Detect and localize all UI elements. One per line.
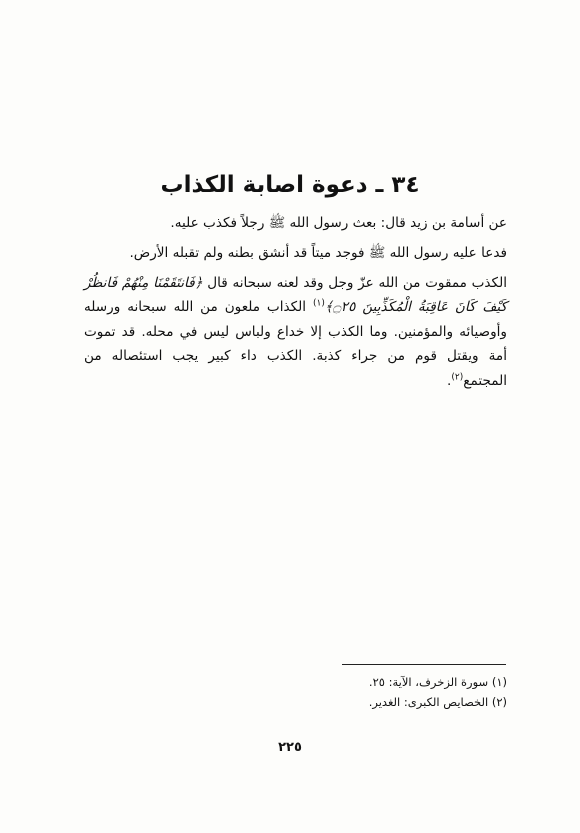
footnote-ref-1: (١): [312, 298, 325, 309]
footnote-ref-2: (٢): [451, 372, 464, 383]
paragraph-narration: عن أسامة بن زيد قال: بعث رسول الله ﷺ رجلاً فكذب عليه.: [170, 215, 507, 231]
page-number: ٢٢٥: [278, 740, 302, 755]
footnote-2: (٢) الخصايص الكبرى: الغدير.: [368, 695, 507, 709]
commentary-intro: الكذب ممقوت من الله عزّ وجل وقد لعنه سبحانه قال: [207, 275, 507, 291]
paragraph-commentary: [84, 271, 507, 393]
footnotes: [200, 672, 507, 712]
paragraph-outcome: فدعا عليه رسول الله ﷺ فوجد ميتاً قد أنشق بطنه ولم تقبله الأرض.: [129, 245, 507, 261]
footnote-separator: [342, 664, 506, 665]
chapter-title: ٣٤ ـ دعوة اصابة الكذاب: [160, 172, 420, 198]
footnote-1: (١) سورة الزخرف، الآية: ٢٥.: [368, 675, 507, 689]
commentary-end: .: [447, 372, 452, 389]
commentary-body: الكذاب ملعون من الله سبحانه ورسله وأوصيائه والمؤمنين. وما الكذب إلا خداع ولباس ليس في محله. قد تموت أمة ويقتل قوم من جراء كذبة. الكذب داء كبير يجب استئصاله من المجتمع: [84, 299, 507, 389]
quran-verse: ﴿فَانتَقَمْنَا مِنْهُمْ فَانظُرْ كَيْفَ كَانَ عَاقِبَةُ الْمُكَذِّبِينَ ۝٢٥﴾: [84, 275, 507, 316]
